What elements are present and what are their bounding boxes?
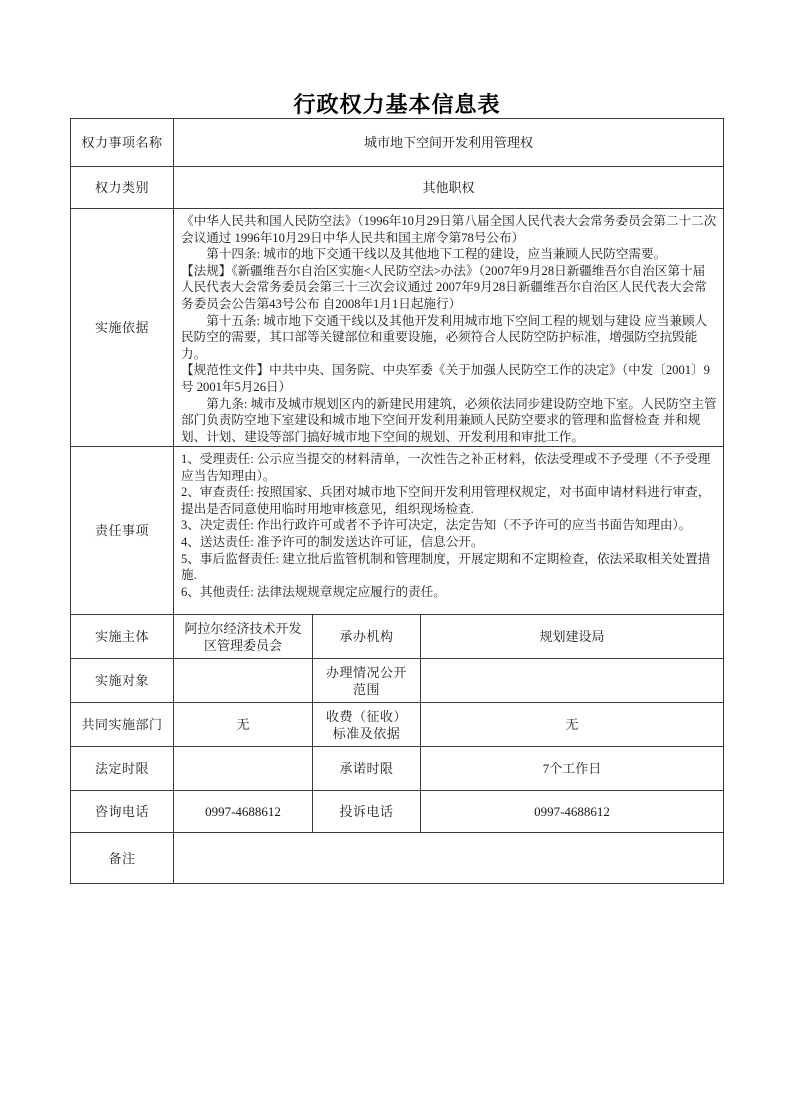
label-power-type: 权力类别 — [71, 167, 174, 209]
label-public-disclosure-scope: 办理情况公开范围 — [313, 659, 421, 703]
value-complaint-phone: 0997-4688612 — [421, 791, 723, 833]
label-implementation-target: 实施对象 — [71, 659, 174, 703]
value-public-disclosure-scope — [421, 659, 723, 703]
basis-paragraph: 【法规】《新疆维吾尔自治区实施<人民防空法>办法》（2007年9月28日新疆维吾尔自治区第十届人民代表大会常务委员会第三十三次会议通过 2007年9月28日新疆维吾尔自治区人民代表大会常务委员会公告第43号公布 自2008年1月1日起施行） — [181, 263, 707, 311]
duty-item: 6、其他责任: 法律法规规章规定应履行的责任。 — [181, 584, 446, 599]
value-power-type: 其他职权 — [174, 167, 723, 209]
value-undertaking-agency: 规划建设局 — [421, 615, 723, 659]
value-joint-implementation-dept: 无 — [174, 703, 313, 747]
value-responsibility-items — [174, 447, 723, 615]
basis-paragraph: 《中华人民共和国人民防空法》（1996年10月29日第八届全国人民代表大会常务委员会第二十二次会议通过 1996年10月29日中华人民共和国主席令第78号公布） — [181, 214, 717, 245]
label-undertaking-agency: 承办机构 — [313, 615, 421, 659]
value-consultation-phone: 0997-4688612 — [174, 791, 313, 833]
basis-paragraph: 【规范性文件】中共中央、国务院、中央军委《关于加强人民防空工作的决定》（中发〔2001〕9号 2001年5月26日） — [181, 363, 710, 394]
value-statutory-time-limit — [174, 747, 313, 791]
label-implementing-subject: 实施主体 — [71, 615, 174, 659]
basis-paragraph: 第九条: 城市及城市规划区内的新建民用建筑，必须依法同步建设防空地下室。人民防空主管部门负责防空地下室建设和城市地下空间开发利用兼顾人民防空要求的管理和监督检查 并和规划、计划、建设等部门搞好城市地下空间的规划、开发利用和审批工作。 — [181, 396, 717, 444]
duty-item: 4、送达责任: 准予许可的制发送达许可证，信息公开。 — [181, 534, 484, 549]
duty-item: 3、决定责任: 作出行政许可或者不予许可决定，法定告知（不予许可的应当书面告知理由）。 — [181, 518, 692, 533]
duty-item: 2、审查责任: 按照国家、兵团对城市地下空间开发利用管理权规定，对书面申请材料进行审查，提出是否同意使用临时用地审核意见，组织现场检查. — [181, 485, 711, 516]
label-implementation-basis: 实施依据 — [71, 209, 174, 447]
value-implementing-subject: 阿拉尔经济技术开发区管理委员会 — [174, 615, 313, 659]
value-promised-time-limit: 7个工作日 — [421, 747, 723, 791]
label-promised-time-limit: 承诺时限 — [313, 747, 421, 791]
label-responsibility-items: 责任事项 — [71, 447, 174, 615]
label-statutory-time-limit: 法定时限 — [71, 747, 174, 791]
label-consultation-phone: 咨询电话 — [71, 791, 174, 833]
value-remarks — [174, 833, 723, 883]
basis-paragraph: 第十四条: 城市的地下交通干线以及其他地下工程的建设，应当兼顾人民防空需要。 — [206, 247, 667, 262]
duty-item: 1、受理责任: 公示应当提交的材料清单，一次性告之补正材料，依法受理或不予受理（不予受理应当告知理由）。 — [181, 452, 711, 483]
label-joint-implementation-dept: 共同实施部门 — [71, 703, 174, 747]
value-implementation-target — [174, 659, 313, 703]
value-power-item-name: 城市地下空间开发利用管理权 — [174, 119, 723, 167]
basis-paragraph: 第十五条: 城市地下交通干线以及其他开发利用城市地下空间工程的规划与建设 应当兼顾人民防空的需要，其口部等关键部位和重要设施，必须符合人民防空防护标准，增强防空抗毁能力。 — [181, 313, 708, 361]
value-fee-standard-basis: 无 — [421, 703, 723, 747]
label-fee-standard-basis: 收费（征收）标准及依据 — [313, 703, 421, 747]
label-complaint-phone: 投诉电话 — [313, 791, 421, 833]
label-remarks: 备注 — [71, 833, 174, 883]
page-title: 行政权力基本信息表 — [293, 92, 501, 117]
label-power-item-name: 权力事项名称 — [71, 119, 174, 167]
value-implementation-basis — [174, 209, 723, 447]
duty-item: 5、事后监督责任: 建立批后监管机制和管理制度，开展定期和不定期检查，依法采取相关处置措施. — [181, 551, 711, 583]
info-table — [70, 118, 724, 884]
